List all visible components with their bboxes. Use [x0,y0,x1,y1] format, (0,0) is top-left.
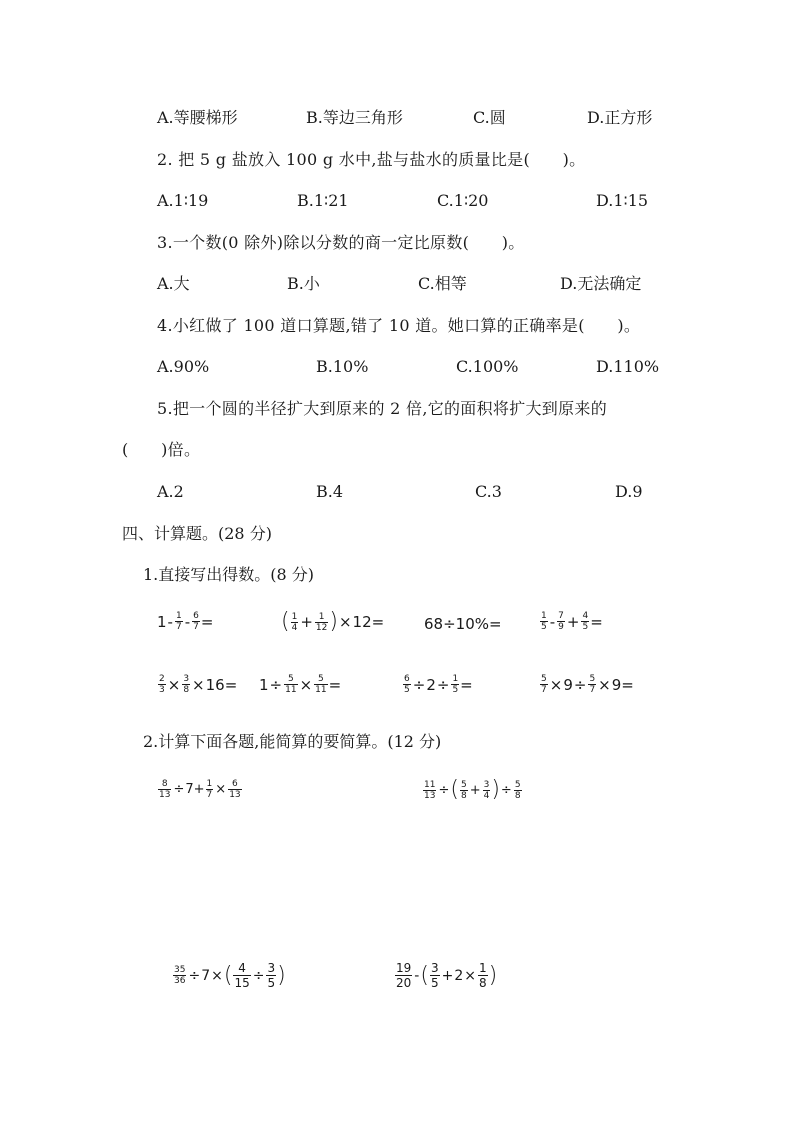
fraction [557,611,565,632]
equals-sign: = [371,613,385,631]
denominator: 8 [514,790,521,801]
fraction [314,674,327,695]
left-paren: ( [420,962,429,988]
calc-expression-3 [172,961,286,990]
denominator: 5 [404,685,410,695]
numerator: 3 [430,961,439,975]
denominator: 8 [460,790,467,801]
equals-sign: = [224,675,238,694]
denominator: 5 [582,622,589,632]
fraction [540,674,548,695]
fraction [291,612,299,633]
numerator: 5 [589,674,596,684]
fraction [581,611,589,632]
subsection-1-heading: 1.直接写出得数。(8 分) [143,565,315,584]
fraction [395,961,412,990]
denominator: 5 [452,685,459,695]
numerator: 3 [483,779,490,790]
denominator: 7 [175,622,182,632]
denominator: 9 [558,622,564,632]
fraction [430,961,440,990]
number: 16 [205,675,225,694]
oral-expression-7 [402,674,473,695]
denominator: 8 [478,976,487,990]
times-sign: × [598,675,611,694]
fraction [192,611,200,632]
left-paren: ( [281,609,290,634]
oral-expression-8 [539,674,634,695]
minus-sign: - [184,612,191,631]
denominator: 8 [183,685,190,695]
numerator: 1 [478,961,487,975]
numerator: 5 [287,674,294,684]
numerator: 1 [318,611,325,622]
plus-sign: + [566,612,580,631]
numerator: 6 [193,611,199,621]
denominator: 7 [589,685,596,695]
divide-sign: ÷ [436,675,450,694]
divide-sign: ÷ [173,782,185,797]
denominator: 13 [159,790,171,800]
right-paren: ) [277,962,286,988]
numerator: 6 [232,779,238,789]
q2-option-d: D.1∶15 [596,191,649,210]
denominator: 5 [430,976,439,990]
q4-option-a: A.90% [157,357,210,376]
fraction [540,611,548,632]
denominator: 7 [206,790,213,800]
times-sign: × [211,967,223,984]
fraction [284,674,297,695]
oral-expression-1 [157,611,213,632]
numerator: 1 [452,674,459,684]
denominator: 20 [396,976,412,990]
calc-expression-2 [422,779,523,801]
fraction [158,674,166,695]
oral-expression-4 [539,611,603,632]
q4-option-b: B.10% [316,357,369,376]
number: 1 [157,612,167,631]
fraction [423,780,436,801]
fraction [175,611,183,632]
divide-sign: ÷ [252,967,265,984]
fraction [266,961,276,990]
denominator: 36 [174,976,186,986]
left-paren: ( [450,777,459,802]
numerator: 1 [175,611,182,621]
plus-sign: + [300,613,313,631]
times-sign: × [215,782,227,797]
q5-option-c: C.3 [475,482,502,501]
number: 1 [259,675,269,694]
fraction [173,965,186,986]
equals-sign: = [460,675,473,694]
numerator: 11 [424,779,436,790]
fraction [483,780,491,801]
numerator: 19 [396,961,412,975]
denominator: 4 [483,790,490,801]
denominator: 15 [234,976,250,990]
q5-option-a: A.2 [157,482,184,501]
oral-expression-6 [259,674,341,695]
numerator: 7 [558,611,564,621]
section-heading: 四、计算题。(28 分) [122,524,272,543]
denominator: 5 [267,976,276,990]
equals-sign: = [328,675,342,694]
right-paren: ) [329,609,338,634]
fraction [233,961,250,990]
divide-sign: ÷ [412,675,426,694]
numerator: 3 [267,961,276,975]
q2-option-c: C.1∶20 [437,191,489,210]
divide-sign: ÷ [269,675,283,694]
minus-sign: - [549,612,556,631]
number: 7 [201,967,211,984]
question-5-line2: ( )倍。 [122,440,201,459]
denominator: 13 [424,790,436,801]
option-c: C.圆 [473,108,506,127]
right-paren: ) [491,777,500,802]
calc-expression-1 [157,779,243,800]
times-sign: × [192,675,205,694]
minus-sign: - [167,612,173,631]
numerator: 5 [318,674,324,684]
q3-option-c: C.相等 [418,274,467,293]
q3-option-a: A.大 [157,274,190,293]
denominator: 12 [315,622,328,633]
numerator: 5 [541,674,547,684]
fraction [158,779,171,800]
times-sign: × [299,675,313,694]
divide-sign: ÷ [438,782,450,798]
numerator: 5 [514,779,521,790]
numerator: 4 [582,611,589,621]
q4-option-d: D.110% [596,357,660,376]
denominator: 3 [159,685,165,695]
divide-sign: ÷ [500,782,512,798]
equals-sign: = [590,612,603,631]
denominator: 11 [315,685,327,695]
numerator: 2 [159,674,165,684]
fraction [206,779,214,800]
fraction [460,780,468,801]
oral-expression-3: 68÷10%= [424,615,502,633]
q5-option-d: D.9 [615,482,643,501]
q2-option-a: A.1∶19 [157,191,209,210]
number: 9 [611,675,622,694]
denominator: 7 [193,622,199,632]
numerator: 6 [404,674,410,684]
number: 2 [454,967,464,984]
fraction [403,674,411,695]
times-sign: × [338,613,352,631]
fraction [478,961,488,990]
equals-sign: = [621,675,634,694]
calc-expression-4 [394,961,497,990]
denominator: 4 [291,622,298,633]
plus-sign: + [441,967,454,984]
option-a: A.等腰梯形 [157,108,238,127]
fraction [182,674,190,695]
number: 7 [185,782,194,797]
equals-sign: = [200,612,214,631]
fraction [588,674,596,695]
times-sign: × [464,967,476,984]
denominator: 7 [541,685,547,695]
oral-expression-2 [281,611,384,633]
divide-sign: ÷ [573,675,587,694]
number: 12 [352,613,372,631]
left-paren: ( [223,962,233,988]
question-3: 3.一个数(0 除外)除以分数的商一定比原数( )。 [157,233,525,252]
numerator: 5 [460,779,467,790]
oral-expression-5 [157,674,237,695]
number: 2 [426,675,436,694]
number: 9 [563,675,573,694]
denominator: 13 [229,790,241,800]
q4-option-c: C.100% [456,357,519,376]
q3-option-b: B.小 [287,274,320,293]
times-sign: × [167,675,181,694]
fraction [228,779,241,800]
right-paren: ) [488,962,498,988]
question-4: 4.小红做了 100 道口算题,错了 10 道。她口算的正确率是( )。 [157,316,641,335]
numerator: 1 [291,611,298,622]
numerator: 4 [238,961,246,975]
q3-option-d: D.无法确定 [560,274,642,293]
numerator: 1 [206,779,213,789]
divide-sign: ÷ [188,967,201,984]
question-5-line1: 5.把一个圆的半径扩大到原来的 2 倍,它的面积将扩大到原来的 [157,399,608,418]
numerator: 1 [541,611,547,621]
q5-option-b: B.4 [316,482,344,501]
question-2: 2. 把 5 g 盐放入 100 g 水中,盐与盐水的质量比是( )。 [157,150,586,169]
minus-sign: - [414,967,420,984]
plus-sign: + [469,782,481,798]
subsection-2-heading: 2.计算下面各题,能简算的要简算。(12 分) [143,732,442,751]
numerator: 3 [183,674,190,684]
denominator: 11 [285,685,297,695]
numerator: 8 [161,779,168,789]
fraction [315,612,328,633]
times-sign: × [549,675,563,694]
plus-sign: + [193,782,205,797]
fraction [514,780,522,801]
option-d: D.正方形 [587,108,653,127]
denominator: 5 [541,622,547,632]
option-b: B.等边三角形 [306,108,403,127]
fraction [451,674,459,695]
numerator: 35 [174,965,186,975]
q2-option-b: B.1∶21 [297,191,349,210]
